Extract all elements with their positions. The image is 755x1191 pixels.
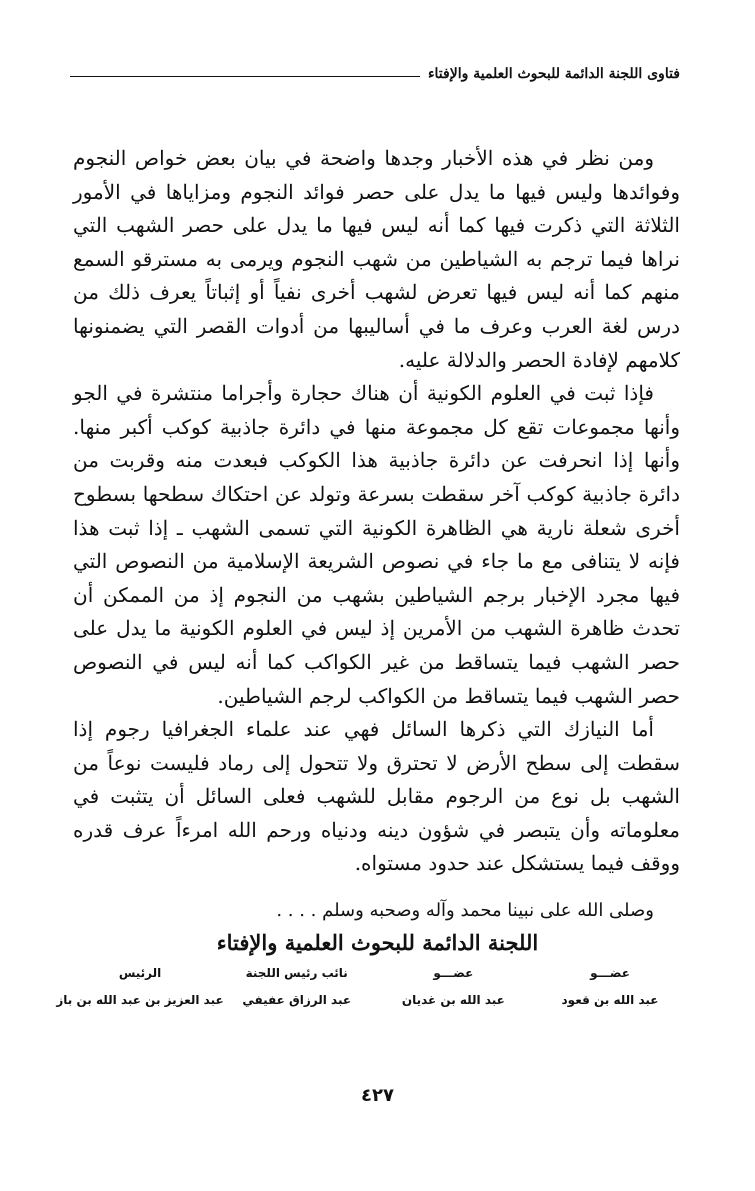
signatory-member-2 <box>378 962 528 1012</box>
page-number: ٤٢٧ <box>361 1085 394 1106</box>
running-header <box>70 62 680 86</box>
paragraph-2: فإذا ثبت في العلوم الكونية أن هناك حجارة وأجراما منتشرة في الجو وأنها مجموعات تقع كل مجموعة منها في دائرة جاذبية كوكب أكبر منها. وأنها إذا انحرفت عن دائرة جاذبية هذا الكوكب فبعدت منه وقربت من دائرة جاذبية كوكب آخر سقطت بسرعة وتولد عن احتكاك سطحها بسطوح أخرى شعلة نارية هي الظاهرة الكونية التي تسمى الشهب ـ إذا ثبت هذا فإنه لا يتنافى مع ما جاء في نصوص الشريعة الإسلامية من النصوص التي فيها مجرد الإخبار برجم الشياطين بشهب من النجوم إذ من الممكن أن تحدث ظاهرة الشهب من الأمرين إذ ليس في العلوم الكونية ما يدل على حصر الشهب فيما يتساقط من غير الكواكب كما أنه ليس في النصوص حصر الشهب فيما يتساقط من الكواكب لرجم الشياطين. <box>73 381 680 708</box>
signatory-name: عبد الله بن غديان <box>401 993 505 1007</box>
signatories <box>56 962 685 1012</box>
signatory-role: الرئيس <box>118 966 162 980</box>
header-rule <box>70 76 420 77</box>
body-text <box>73 142 680 881</box>
signatory-name: عبد الرزاق عفيفي <box>242 993 352 1007</box>
signatory-name: عبد العزيز بن عبد الله بن باز <box>56 993 224 1007</box>
paragraph-3: أما النيازك التي ذكرها السائل فهي عند علماء الجغرافيا رجوم إذا سقطت إلى سطح الأرض لا تحترق ولا تتحول إلى رماد فليست نوعاً من الشهب بل نوع من الرجوم مقابل للشهب فعلى السائل أن يتثبت في معلوماته وأن يتبصر في شؤون دينه ودنياه ورحم الله امرءاً عرف قدره ووقف فيما يستشكل عند حدود مستواه. <box>73 717 680 876</box>
signatory-vice-chair <box>222 962 372 1012</box>
signatory-name: عبد الله بن قعود <box>561 993 659 1007</box>
signatory-member-1 <box>535 962 685 1012</box>
committee-title: اللجنة الدائمة للبحوث العلمية والإفتاء <box>216 930 539 955</box>
running-header-title: فتاوى اللجنة الدائمة للبحوث العلمية والإفتاء <box>427 66 680 82</box>
signatory-chair <box>56 962 224 1012</box>
closing-salutation: وصلى الله على نبينا محمد وآله وصحبه وسلم . . . . <box>276 900 654 921</box>
signatory-role: عضـــو <box>433 966 474 980</box>
signatory-role: نائب رئيس اللجنة <box>245 966 348 980</box>
paragraph-1: ومن نظر في هذه الأخبار وجدها واضحة في بيان بعض خواص النجوم وفوائدها وليس فيها ما يدل على حصر فوائد النجوم ومزاياها في الأمور الثلاثة التي ذكرت فيها كما أنه ليس فيها ما يدل على حصر الشهب التي نراها فيما ترجم به الشياطين من شهب النجوم ويرمى به مسترقو السمع منهم كما أنه ليس فيها تعرض لشهب أخرى نفياً أو إثباتاً يعرف ذلك من درس لغة العرب وعرف ما في أساليبها من أدوات القصر التي يضمنونها كلامهم لإفادة الحصر والدلالة عليه. <box>73 146 680 372</box>
signatory-role: عضـــو <box>590 966 630 980</box>
